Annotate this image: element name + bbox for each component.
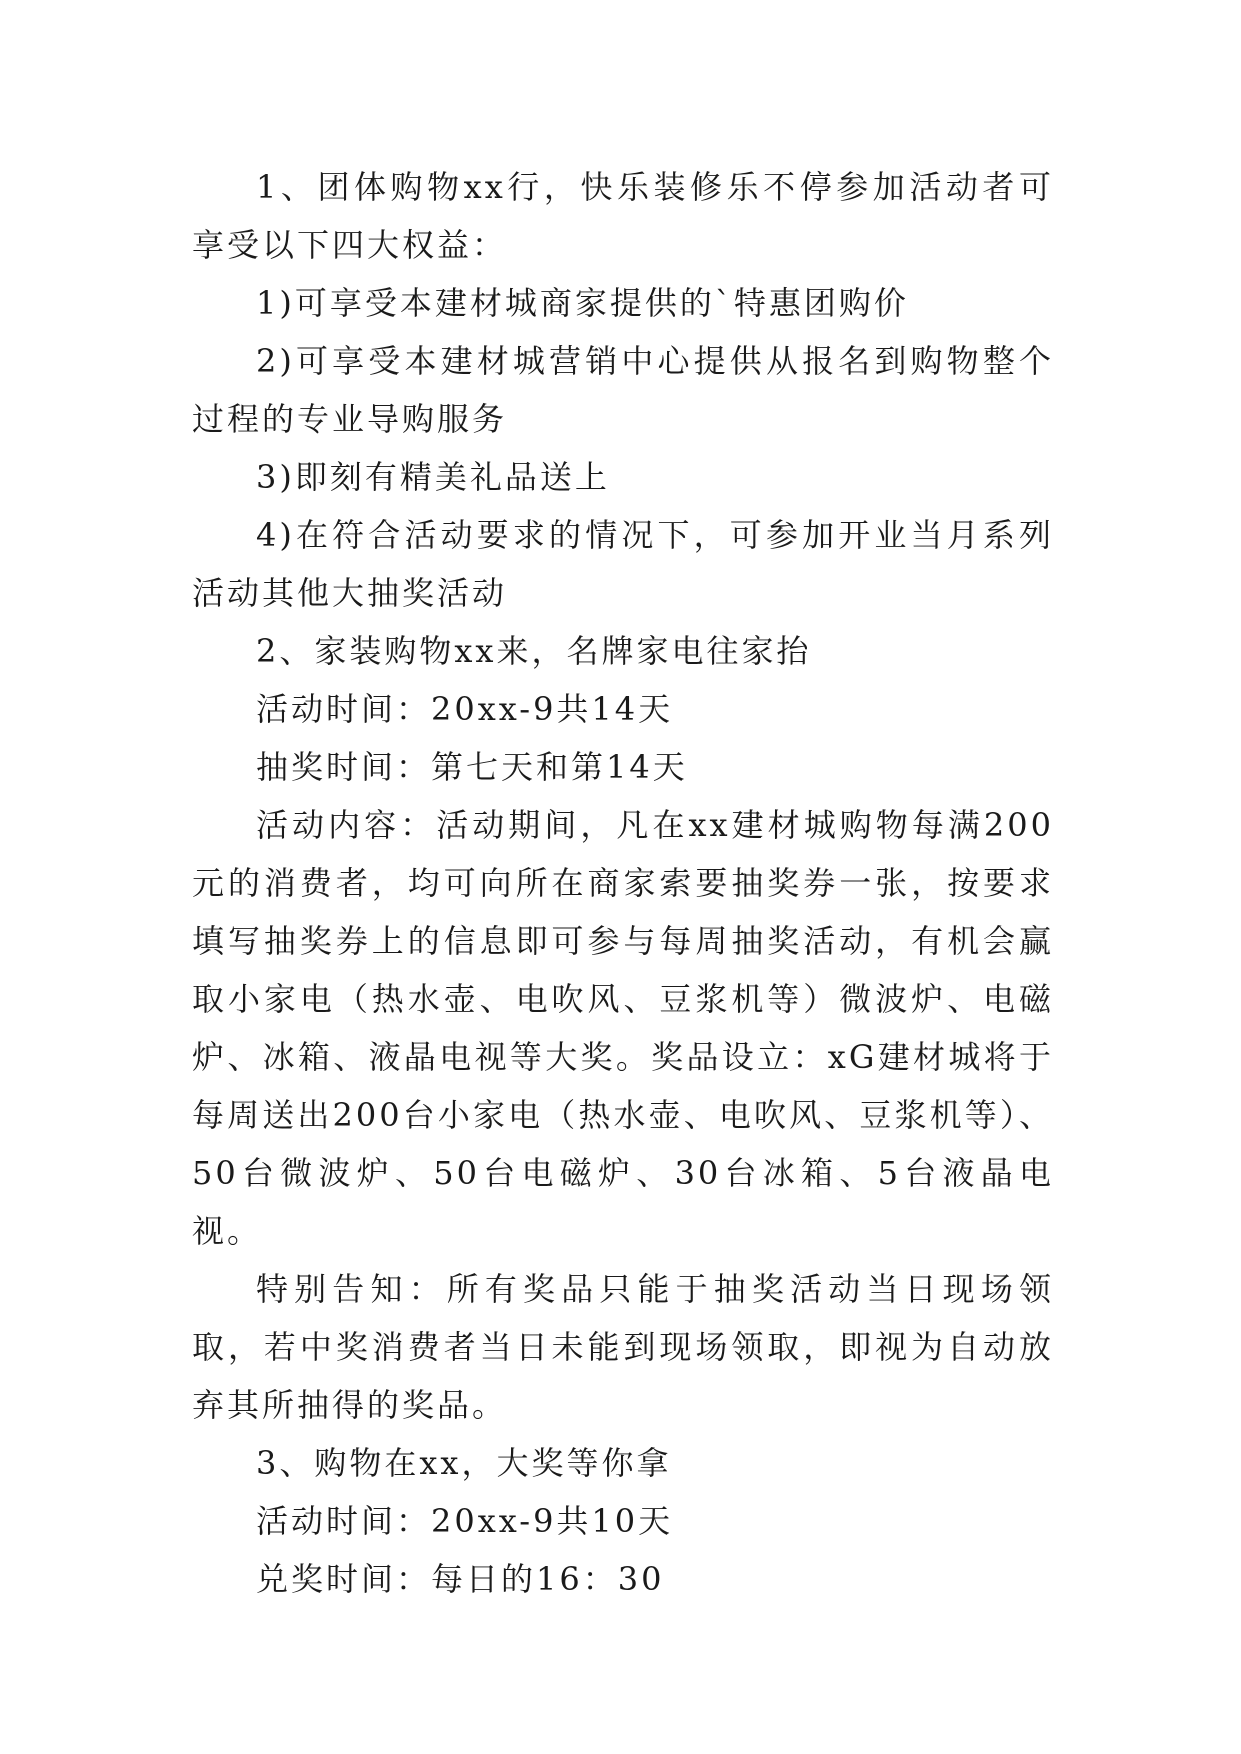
paragraph-activity-content: 活动内容：活动期间，凡在xx建材城购物每满200元的消费者，均可向所在商家索要抽奖券一张，按要求填写抽奖券上的信息即可参与每周抽奖活动，有机会赢取小家电（热水壶、电吹风、豆浆机等）微波炉、电磁炉、冰箱、液晶电视等大奖。奖品设立：xG建材城将于每周送出200台小家电（热水壶、电吹风、豆浆机等）、50台微波炉、50台电磁炉、30台冰箱、5台液晶电视。 xyxy=(192,806,1054,1250)
paragraph-benefit-2: 2)可享受本建材城营销中心提供从报名到购物整个过程的专业导购服务 xyxy=(192,342,1054,438)
paragraph-activity-time-2: 活动时间：20xx-9共10天 xyxy=(256,1502,674,1540)
paragraph-benefit-3: 3)即刻有精美礼品送上 xyxy=(256,458,610,496)
paragraph-benefit-1: 1)可享受本建材城商家提供的`特惠团购价 xyxy=(256,284,909,322)
paragraph-benefit-4: 4)在符合活动要求的情况下，可参加开业当月系列活动其他大抽奖活动 xyxy=(192,516,1054,612)
paragraph-appliance-title: 2、家装购物xx来，名牌家电往家抬 xyxy=(256,632,812,670)
paragraph-redeem-time: 兑奖时间：每日的16：30 xyxy=(256,1560,665,1598)
paragraph-special-notice: 特别告知：所有奖品只能于抽奖活动当日现场领取，若中奖消费者当日未能到现场领取，即视为自动放弃其所抽得的奖品。 xyxy=(192,1270,1054,1424)
paragraph-group-buying-title: 1、团体购物xx行，快乐装修乐不停参加活动者可享受以下四大权益： xyxy=(192,168,1054,264)
paragraph-activity-time-1: 活动时间：20xx-9共14天 xyxy=(256,690,674,728)
paragraph-draw-time: 抽奖时间：第七天和第14天 xyxy=(256,748,688,786)
paragraph-prize-title: 3、购物在xx，大奖等你拿 xyxy=(256,1444,672,1482)
document-body xyxy=(192,158,1054,1608)
